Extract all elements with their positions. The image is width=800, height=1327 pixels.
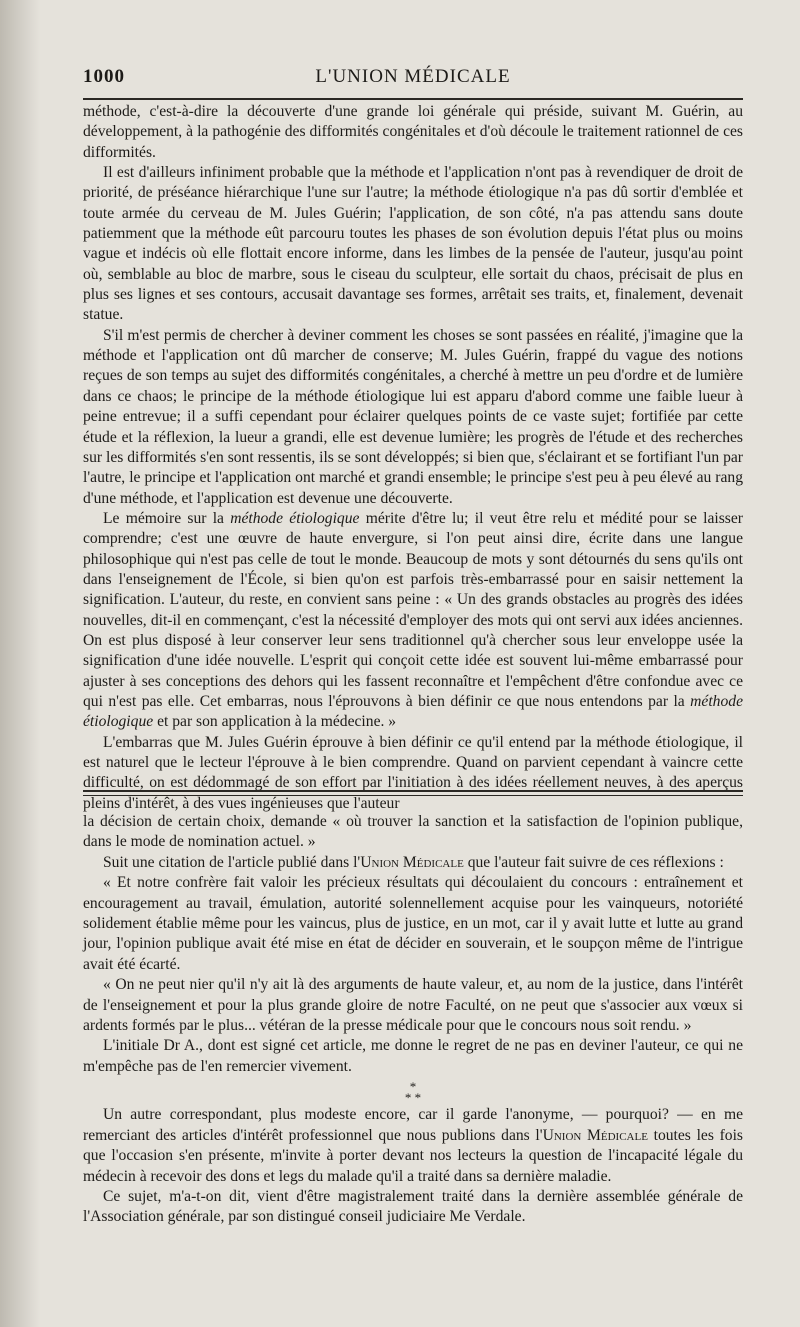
paragraph: « Et notre confrère fait valoir les précieux résultats qui découlaient du concours : entraînement et encouragement au travail, émulation, autorité solennellement acquise pour les vainqueurs, notoriété solidement établie même pour les vaincus, plus de justice, en un mot, car il y avait lutte et lutte au grand jour, l'opinion publique avait été mise en état de décider en souverain, et le soupçon même de l'intrigue avait été écarté. — [83, 874, 743, 973]
section-divider-rule-thin — [83, 795, 743, 796]
paragraph: la décision de certain choix, demande « où trouver la sanction et la satisfaction de l'opinion publique, dans le mode de nomination actuel. » — [83, 813, 743, 851]
text-run: que l'auteur fait suivre de ces réflexions : — [463, 853, 724, 871]
paragraph — [83, 1105, 743, 1187]
journal-name: Union Médicale — [360, 853, 464, 871]
paragraph — [83, 853, 743, 873]
text-run: Le mémoire sur la — [103, 509, 231, 527]
asterism-top: * — [409, 1079, 417, 1095]
page-number: 1000 — [83, 66, 125, 87]
asterism-separator — [83, 1079, 743, 1106]
italic-title: méthode étiologique — [83, 692, 743, 731]
paragraph: L'initiale Dr A., dont est signé cet article, me donne le regret de ne pas en deviner l'auteur, ce qui ne m'empêche pas de l'en remercier vivement. — [83, 1037, 743, 1075]
paragraph: L'embarras que M. Jules Guérin éprouve à bien définir ce qu'il entend par la méthode étiologique, il est naturel que le lecteur l'éprouve à le bien comprendre. Quand on parvient cependant à vaincre cette difficulté, on est dédommagé de son effort par l'initiation à des idées réellement neuves, à des aperçus pleins d'intérêt, à des vues ingénieuses que l'auteur — [83, 733, 743, 812]
paragraph: S'il m'est permis de chercher à deviner comment les choses se sont passées en réalité, j'imagine que la méthode et l'application ont dû marcher de conserve; M. Jules Guérin, frappé du vague des notions reçues de son temps au sujet des difformités congénitales, a cherché à mettre un peu d'ordre et de lumière dans ce chaos; le principe de la méthode étiologique lui est apparu d'abord comme une faible lueur à peine entrevue; il a suffi cependant pour éclairer quelques points de ce vaste sujet; fortifiée par cette étude et la réflexion, la lueur a grandi, elle est devenue lumière; les progrès de l'étude et des recherches sur les difformités s'en sont ressentis, ils se sont développés; si bien que, s'éclairant et se fortifiant l'un par l'autre, le principe et l'application ont marché et grandi ensemble; le principe s'est peu à peu élevé au rang d'une méthode, et l'application est devenue une découverte. — [83, 326, 743, 507]
page-binding-shadow — [0, 0, 40, 1327]
paragraph: méthode, c'est-à-dire la découverte d'une grande loi générale qui préside, suivant M. Guérin, au développement, à la pathogénie des difformités congénitales et d'où découle le traitement rationnel de ces difformités. — [83, 103, 743, 161]
paragraph — [83, 509, 743, 733]
journal-title: L'UNION MÉDICALE — [315, 66, 511, 87]
text-run: mérite d'être lu; il veut être relu et médité pour se laisser comprendre; c'est une œuvre de haute envergure, si l'on peut ainsi dire, écrite dans une langue philosophique qui n'est pas celle de tout le monde. Beaucoup de mots y sont détournés du sens qu'ils ont dans l'enseignement de l'École, si bien qu'on est parfois très-embarrassé pour en saisir nettement la signification. L'auteur, du reste, en convient sans peine : « Un des grands obstacles au progrès des idées nouvelles, dit-il en commençant, c'est la nécessité d'employer des mots qui ont servi aux idées anciennes. On est plus disposé à leur conserver leur sens traditionnel qu'à chercher sous leur enveloppe usée la signification d'une idée nouvelle. L'esprit qui conçoit cette idée est souvent lui-même embarrassé pour ajuster à ses conceptions des dehors qui les fassent reconnaître et l'empêchent d'être confondue avec ce qui n'est pas elle. Cet embarras, nous l'éprouvons à bien définir ce que nous entendons par la — [83, 509, 743, 710]
paragraph: Ce sujet, m'a-t-on dit, vient d'être magistralement traité dans la dernière assemblée générale de l'Association générale, par son distingué conseil judiciaire Me Verdale. — [83, 1187, 743, 1226]
paragraph: « On ne peut nier qu'il n'y ait là des arguments de haute valeur, et, au nom de la justice, dans l'intérêt de l'enseignement et pour la plus grande gloire de notre Faculté, on ne peut que s'associer aux vœux si ardents formés par le plus... vétéran de la presse médicale pour que le concours nous soit rendu. » — [83, 976, 743, 1035]
lower-text-column — [83, 812, 743, 1228]
section-divider-rule — [83, 790, 743, 792]
journal-name: Union Médicale — [542, 1126, 648, 1144]
running-head — [83, 66, 743, 90]
asterism-bottom: * * — [404, 1090, 422, 1106]
text-run: Suit une citation de l'article publié dans l' — [103, 853, 361, 871]
text-run: toutes les fois que l'occasion s'en présente, m'invite à porter devant nos lecteurs la question de l'incapacité légale du médecin à recevoir des dons et legs du malade qu'il a traité dans sa dernière maladie. — [83, 1126, 743, 1185]
upper-text-column — [83, 102, 743, 814]
italic-title: méthode étiologique — [230, 509, 360, 527]
header-rule — [83, 98, 743, 100]
paragraph: Il est d'ailleurs infiniment probable que la méthode et l'application n'ont pas à revendiquer de droit de priorité, de préséance hiérarchique l'une sur l'autre; la méthode étiologique n'a pas dû sortir d'emblée et toute armée du cerveau de M. Jules Guérin; l'application, de son côté, n'a pas attendu sans doute patiemment que la méthode eût parcouru toutes les phases de son évolution depuis l'état plus ou moins vague et indécis où elle flottait encore informe, dans les limbes de la pensée de l'auteur, jusqu'au point où, semblable au bloc de marbre, sous le ciseau du sculpteur, elle sortait du chaos, précisait de plus en plus ses lignes et ses contours, accusait davantage ses formes, arrêtait ses traits, et, finalement, devenait statue. — [83, 164, 743, 324]
text-run: et par son application à la médecine. » — [153, 713, 397, 731]
text-run: Un autre correspondant, plus modeste encore, car il garde l'anonyme, — pourquoi? — en me remerciant des articles d'intérêt professionnel que nous publions dans l' — [83, 1106, 743, 1144]
